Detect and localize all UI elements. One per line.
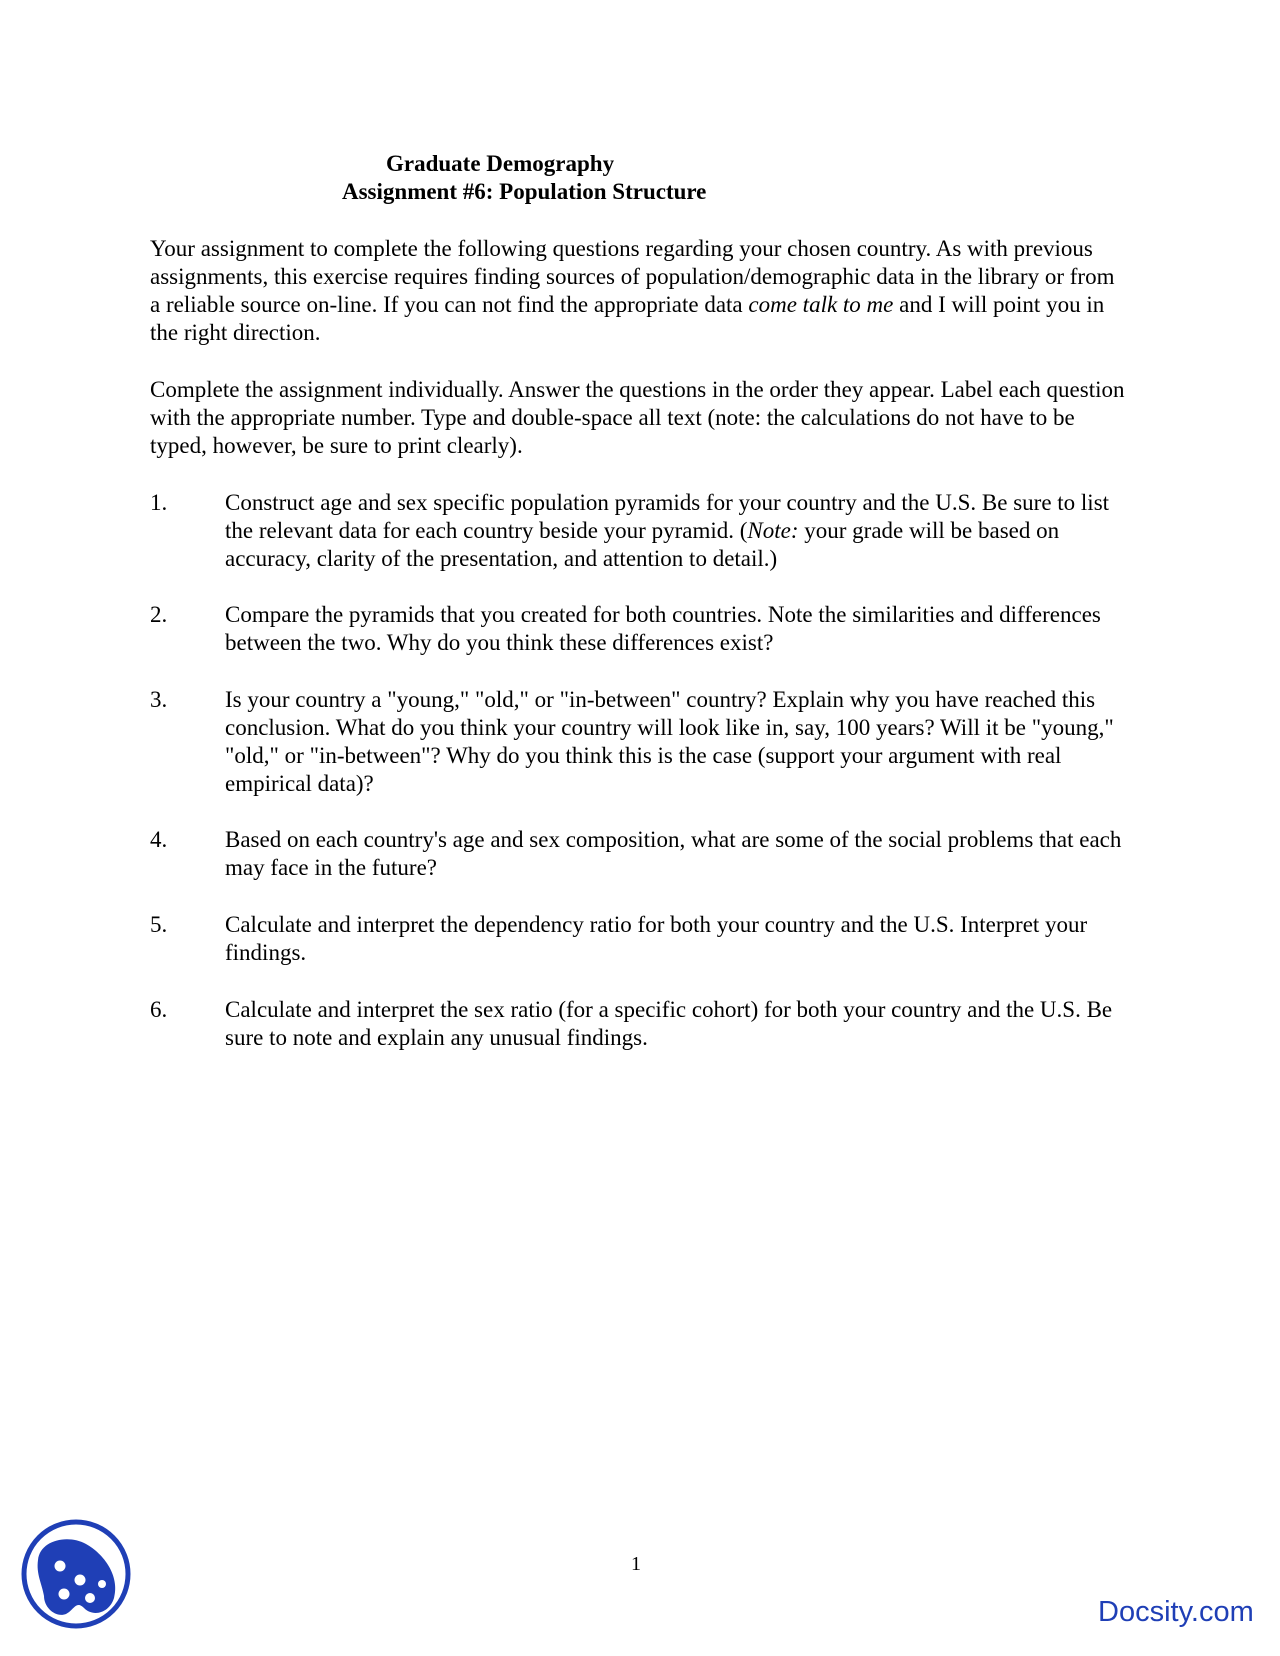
question-text: Calculate and interpret the dependency ratio for both your country and the U.S. Interpret your findings.	[225, 912, 1088, 965]
question-italic-text: Note:	[747, 518, 799, 543]
intro-paragraph	[150, 235, 1130, 347]
question-item	[150, 601, 1130, 657]
question-text-end: your grade will be based on accuracy, clarity of the presentation, and attention to detail.)	[225, 518, 1060, 571]
intro-text-start: Your assignment to complete the following questions regarding your chosen country. As with previous assignments, this exercise requires finding sources of population/demographic data in the library or from a reliable source on-line. If you can not find the appropriate data	[150, 236, 1115, 317]
intro-text-end: and I will point you in the right direction.	[150, 292, 1105, 345]
docsity-watermark[interactable]: Docsity.com	[1098, 1596, 1254, 1628]
question-number: 2.	[150, 602, 168, 627]
question-text	[225, 489, 1130, 573]
intro-italic-text: come talk to me	[748, 292, 894, 317]
question-item	[150, 489, 1130, 573]
assignment-title: Assignment #6: Population Structure	[342, 179, 707, 204]
docsity-logo-icon[interactable]	[20, 1518, 132, 1630]
question-text: Compare the pyramids that you created for both countries. Note the similarities and differences between the two. Why do you think these differences exist?	[225, 602, 1101, 655]
question-text: Based on each country's age and sex composition, what are some of the social problems that each may face in the future?	[225, 827, 1122, 880]
question-number: 6.	[150, 997, 168, 1022]
question-item	[150, 996, 1130, 1052]
question-number: 1.	[150, 490, 168, 515]
question-number: 5.	[150, 912, 168, 937]
question-item	[150, 826, 1130, 882]
question-number: 3.	[150, 687, 168, 712]
question-number: 4.	[150, 827, 168, 852]
question-item	[150, 686, 1130, 798]
question-item	[150, 911, 1130, 967]
course-title: Graduate Demography	[386, 151, 615, 176]
question-text-start: Construct age and sex specific population pyramids for your country and the U.S. Be sure to list the relevant data for each country beside your pyramid. (	[225, 490, 1110, 543]
instructions-paragraph: Complete the assignment individually. Answer the questions in the order they appear. Label each question with the appropriate number. Type and double-space all text (note: the calculations do not have to be typed, however, be sure to print clearly).	[150, 377, 1125, 458]
page-number: 1	[631, 1553, 641, 1575]
question-text: Calculate and interpret the sex ratio (for a specific cohort) for both your country and the U.S. Be sure to note and explain any unusual findings.	[225, 997, 1113, 1050]
question-text: Is your country a "young," "old," or "in-between" country? Explain why you have reached this conclusion. What do you think your country will look like in, say, 100 years? Will it be "young," "old," or "in-between"? Why do you think this is the case (support your argument with real empirical data)?	[225, 687, 1114, 796]
